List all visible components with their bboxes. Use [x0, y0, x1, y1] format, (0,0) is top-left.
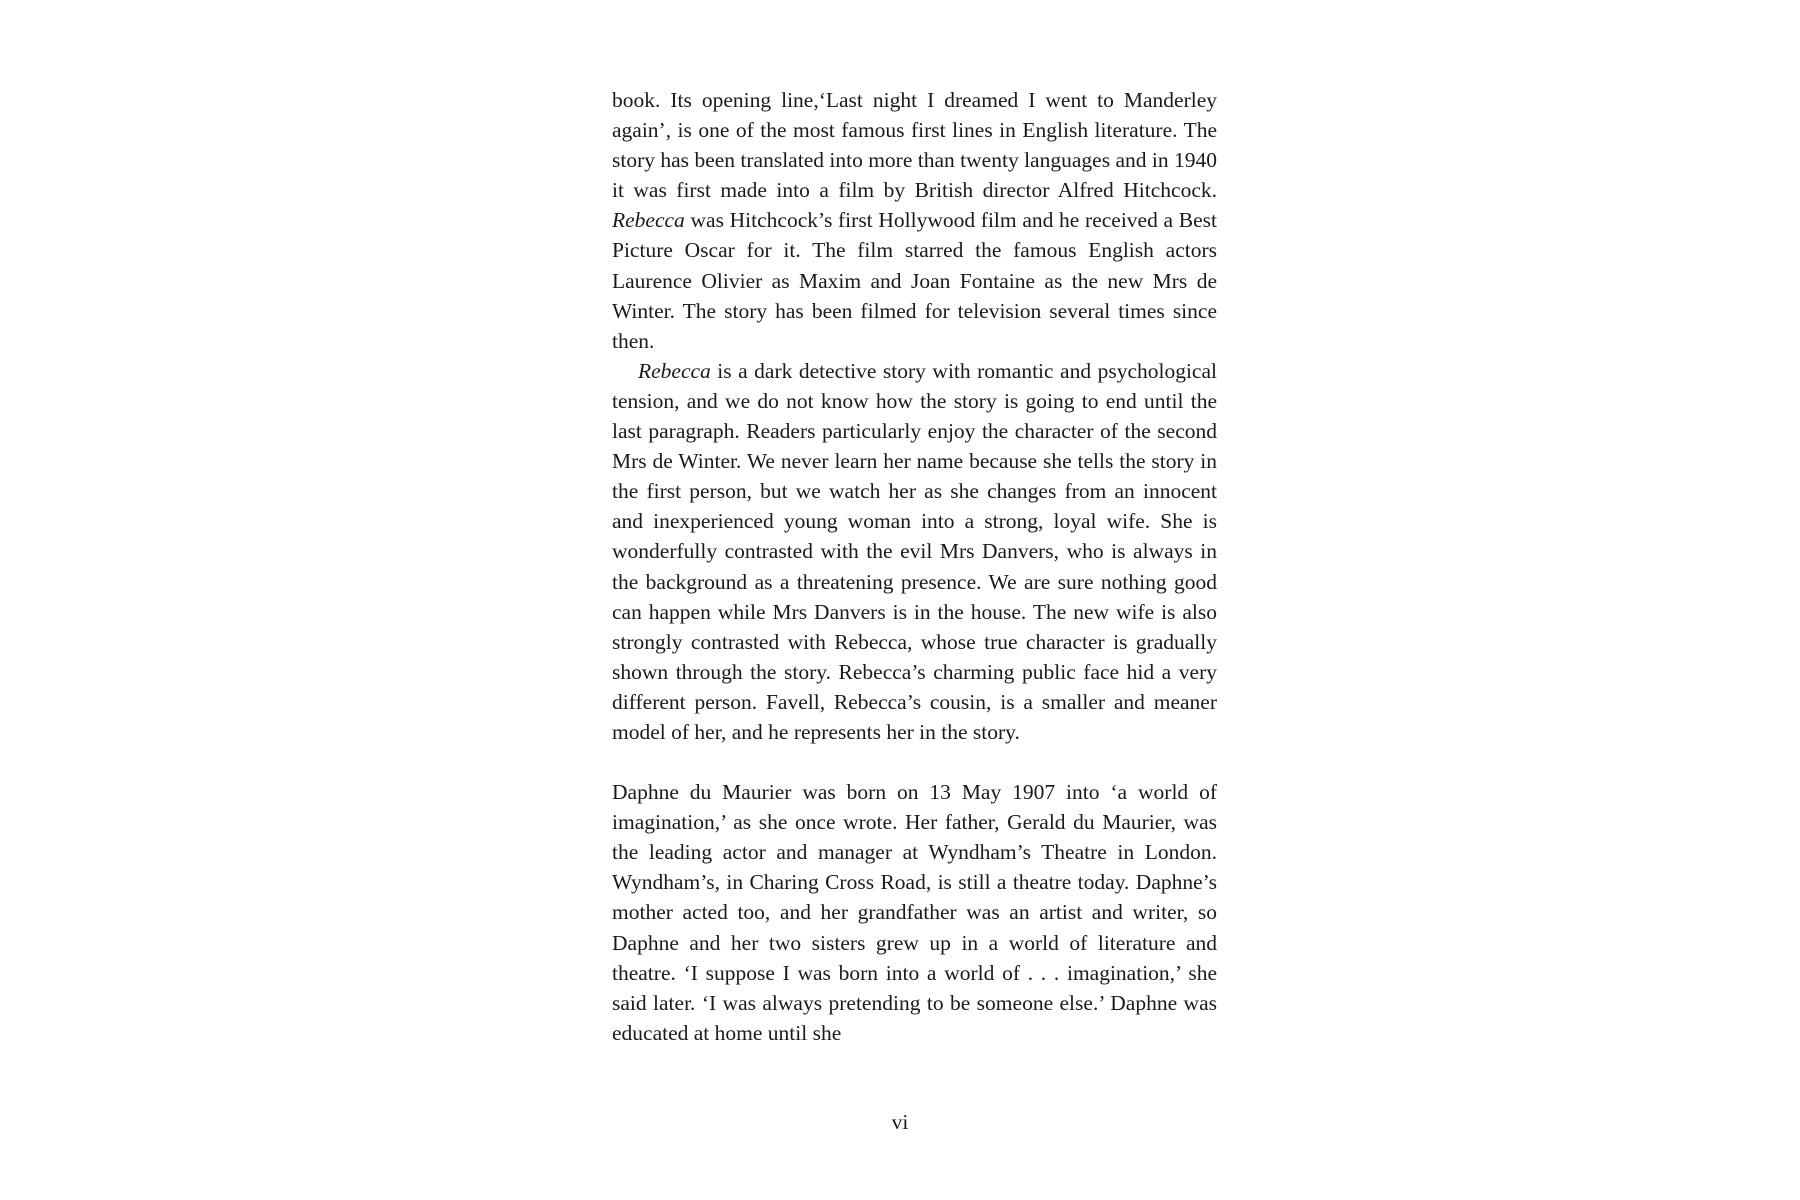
text-segment: is a dark detective story with romantic and psychological tension, and we do not know how the story is going to end until the last paragraph. Readers particularly enjoy the character of the second Mrs de Winter. We never learn her name because she tells the story in the first person, but we watch her as she changes from an innocent and inexperienced young woman into a strong, loyal wife. She is wonderfully contrasted with the evil Mrs Danvers, who is always in the background as a threatening presence. We are sure nothing good can happen while Mrs Danvers is in the house. The new wife is also strongly contrasted with Rebecca, whose true character is gradually shown through the story. Rebecca’s charming public face hid a very different person. Favell, Rebecca’s cousin, is a smaller and meaner model of her, and he represents her in the story.	[612, 358, 1217, 744]
paragraph-story-description	[612, 356, 1217, 747]
page-body	[612, 85, 1217, 1048]
paragraph-author-biography	[612, 777, 1217, 1048]
text-segment: book. Its opening line,‘Last night I dreamed I went to Manderley again’, is one of the most famous first lines in English literature. The story has been translated into more than twenty languages and in 1940 it was first made into a film by British director Alfred Hitchcock.	[612, 88, 1217, 203]
text-segment: was Hitchcock’s first Hollywood film and he received a Best Picture Oscar for it. The film starred the famous English actors Laurence Olivier as Maxim and Joan Fontaine as the new Mrs de Winter. The story has been filmed for television several times since then.	[612, 208, 1217, 353]
text-segment: Daphne du Maurier was born on 13 May 1907 into ‘a world of imagination,’ as she once wrote. Her father, Gerald du Maurier, was the leading actor and manager at Wyndham’s Theatre in London. Wyndham’s, in Charing Cross Road, is still a theatre today. Daphne’s mother acted too, and her grandfather was an artist and writer, so Daphne and her two sisters grew up in a world of literature and theatre. ‘I suppose I was born into a world of . . . imagination,’ she said later. ‘I was always pretending to be someone else.’ Daphne was educated at home until she	[612, 780, 1217, 1045]
page-number: vi	[891, 1110, 909, 1134]
book-title-italic: Rebecca	[638, 358, 711, 383]
paragraph-hitchcock-film	[612, 85, 1217, 356]
book-title-italic: Rebecca	[612, 208, 685, 233]
